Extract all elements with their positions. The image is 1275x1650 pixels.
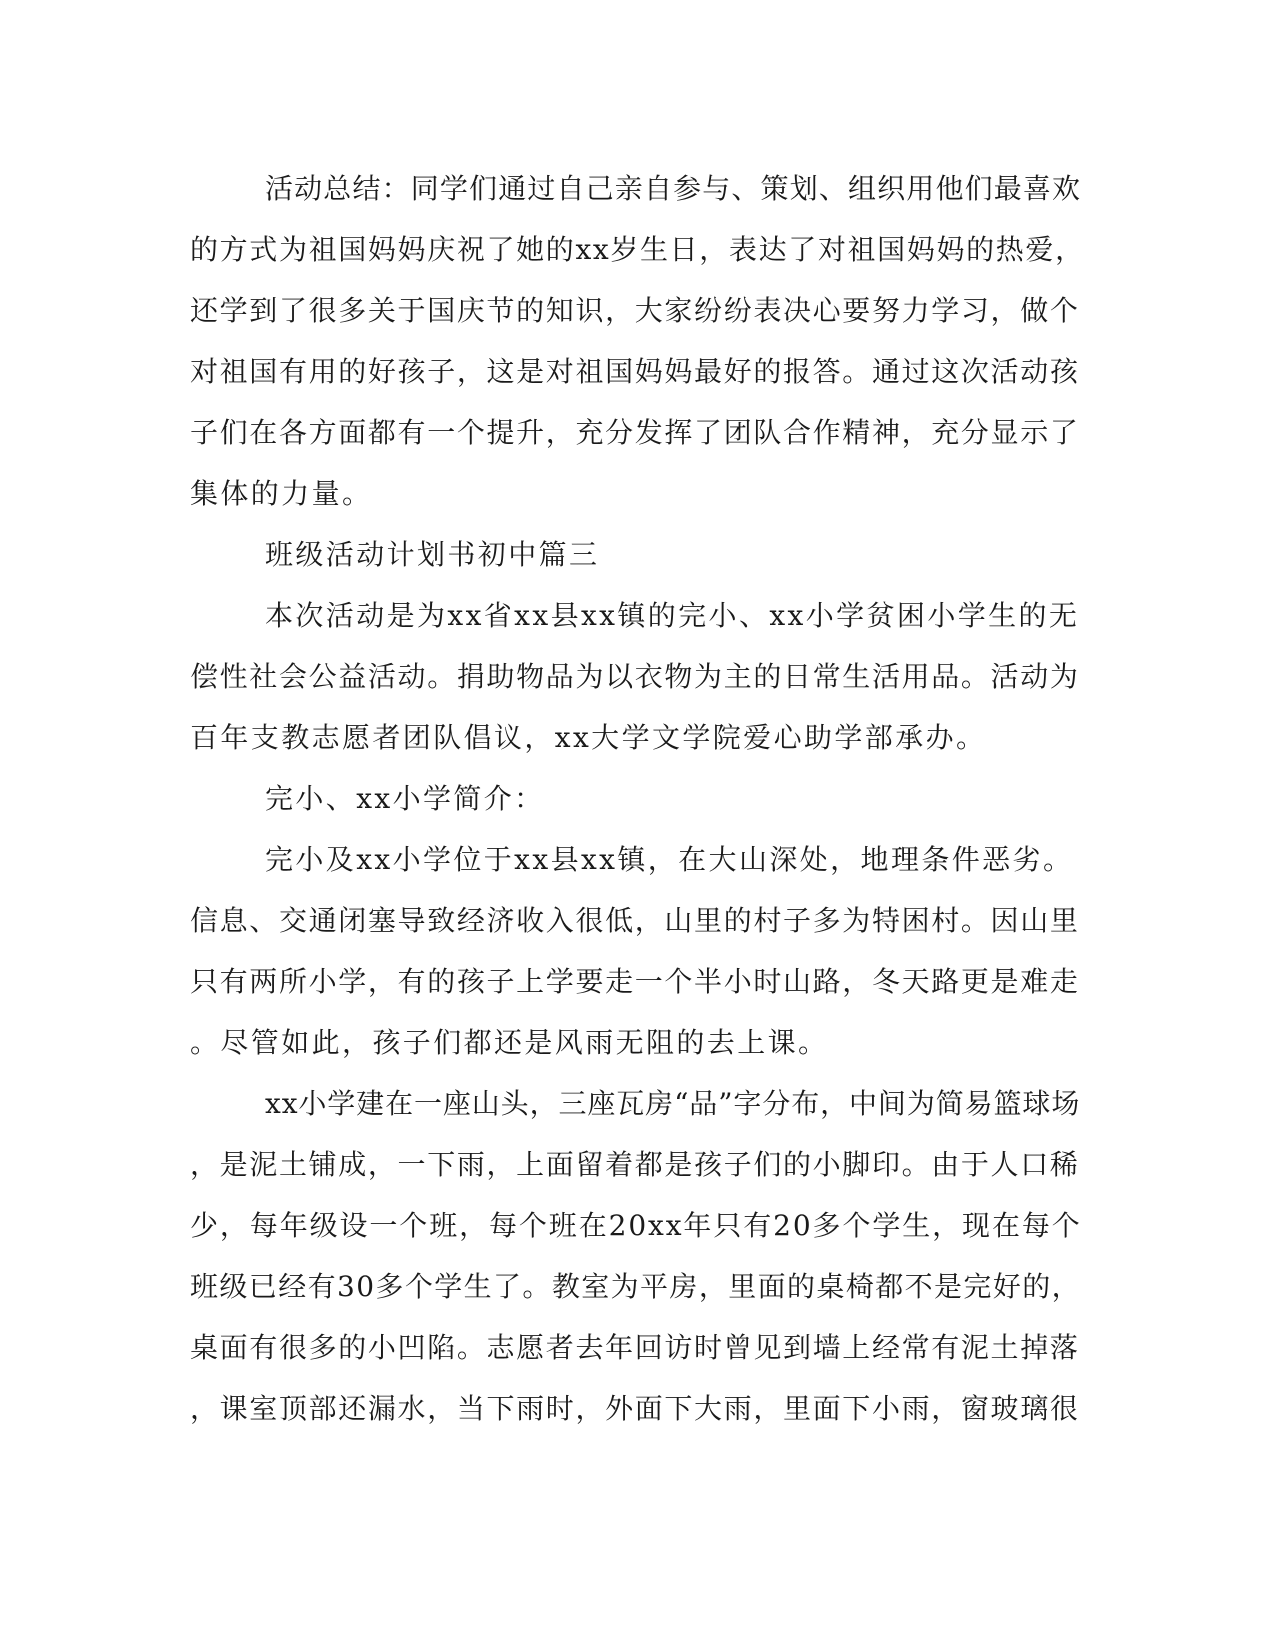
school-line-3: 少，每年级设一个班，每个班在20xx年只有20多个学生，现在每个 [190,1209,1082,1242]
summary-line-4: 对祖国有用的好孩子，这是对祖国妈妈最好的报答。通过这次活动孩 [190,355,1080,388]
location-line-4: 。尽管如此，孩子们都还是风雨无阻的去上课。 [190,1026,829,1059]
intro-line-1: 本次活动是为xx省xx县xx镇的完小、xx小学贫困小学生的无 [265,599,1080,632]
intro-line-3: 百年支教志愿者团队倡议，xx大学文学院爱心助学部承办。 [190,721,987,754]
location-line-1: 完小及xx小学位于xx县xx镇，在大山深处，地理条件恶劣。 [265,843,1074,876]
location-line-2: 信息、交通闭塞导致经济收入很低，山里的村子多为特困村。因山里 [190,904,1080,937]
document-body [190,158,1085,1439]
school-line-6: ，课室顶部还漏水，当下雨时，外面下大雨，里面下小雨，窗玻璃很 [190,1392,1080,1425]
summary-line-1: 活动总结：同学们通过自己亲自参与、策划、组织用他们最喜欢 [265,172,1082,205]
intro-line-2: 偿性社会公益活动。捐助物品为以衣物为主的日常生活用品。活动为 [190,660,1080,693]
summary-line-5: 子们在各方面都有一个提升，充分发挥了团队合作精神，充分显示了 [190,416,1080,449]
school-line-5: 桌面有很多的小凹陷。志愿者去年回访时曾见到墙上经常有泥土掉落 [190,1331,1080,1364]
location-line-3: 只有两所小学，有的孩子上学要走一个半小时山路，冬天路更是难走 [190,965,1080,998]
school-line-1: xx小学建在一座山头，三座瓦房“品”字分布，中间为简易篮球场 [265,1087,1081,1120]
section-heading: 班级活动计划书初中篇三 [265,538,600,571]
school-intro-heading: 完小、xx小学简介： [265,782,545,815]
summary-line-6: 集体的力量。 [190,477,373,510]
school-line-4: 班级已经有30多个学生了。教室为平房，里面的桌椅都不是完好的， [190,1270,1082,1303]
school-line-2: ，是泥土铺成，一下雨，上面留着都是孩子们的小脚印。由于人口稀 [190,1148,1080,1181]
summary-line-2: 的方式为祖国妈妈庆祝了她的xx岁生日，表达了对祖国妈妈的热爱， [190,233,1085,266]
summary-line-3: 还学到了很多关于国庆节的知识，大家纷纷表决心要努力学习，做个 [190,294,1080,327]
